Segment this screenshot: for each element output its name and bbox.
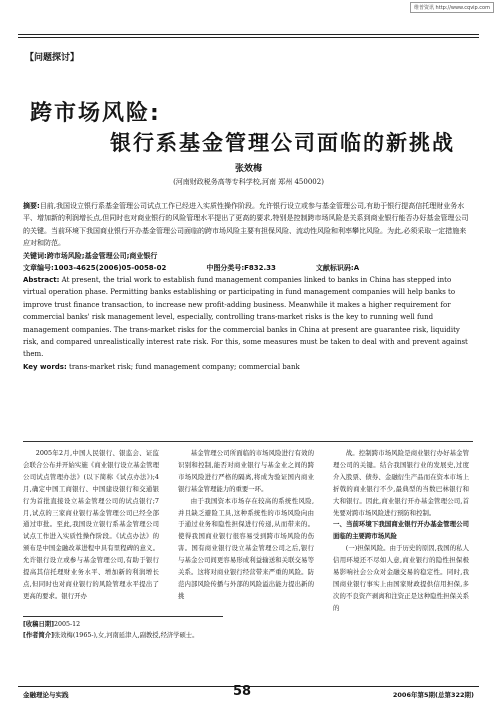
received-label: [收稿日期] bbox=[23, 621, 54, 628]
body-paragraph: 由于我国资本市场存在较高的系统性风险,并且缺乏避险工具,这种系统性的市场风险向由于通过业务和隐性担保进行传递,从而带来的。使得我国商业银行很容易受到跨市场风险的伤害。国有商业银行设立基金管理公司之后,银行与基金公司间更容易形成利益输送和关联交易等关系。这将对商业银行经营带来严重的风险。防范内部风险传播与外部的风险溢出能力提出新的挑 bbox=[178, 496, 314, 600]
abstract-cn-label: 摘要: bbox=[23, 202, 40, 210]
keywords-cn-text: 跨市场风险;基金管理公司;商业银行 bbox=[46, 251, 158, 260]
abstract-en-text: At present, the trial work to establish fund management companies linked to banks in China has stepped into virtual operation phase. Permitting banks establishing or participating in fund management companies will help banks to improve trust finance transaction, to increase new profit-adding business. Meanwhile it makes a higher requirement for commercial banks' risk management level, especially, controlling trans-market risks is the key to running well fund management companies. The trans-market risks for the commercial banks in China at present are guarantee risk, liquidity risk, and compared unrealistically interest rate risk. For this, some measures must be taken to deal with and prevent against them. bbox=[23, 276, 468, 359]
body-paragraph: 2005年2月,中国人民银行、银监会、证监会联合公布并开始实施《商业银行设立基金管理公司试点管理办法》(以下简称《试点办法》);4月,确定中国工商银行、中国建设银行和交通银行为首批直接设立基金管理公司的试点银行;7月,试点的三家商业银行基金管理公司已经全部通过审批。至此,我国设立银行系基金管理公司试点工作进入实质性操作阶段。《试点办法》的颁布是中国金融改革进程中具有里程碑的意义。允许银行设立或参与基金管理公司,有助于银行提高其信托理财业务水平、增加新的利润增长点,但同时也对商业银行的风险管理水平提出了更高的要求。银行开办 bbox=[23, 449, 159, 600]
received-value: 2005-12 bbox=[53, 621, 81, 628]
header-rule bbox=[18, 34, 479, 38]
abstract-en bbox=[23, 274, 473, 361]
body-column-3 bbox=[333, 448, 469, 612]
author-bio-value: 张效梅(1965-),女,河南延津人,副教授,经济学硕士。 bbox=[53, 632, 199, 639]
body-paragraph: 战。控制跨市场风险是商业银行办好基金管理公司的关键。结合我国银行业的发展史,过度介入股票、债券、金融衍生产品而在资本市场上折戟的商业银行不少,最典型的当数巴林银行和大和银行。因此,商业银行开办基金管理公司,首先要对跨市场风险进行预防和控制。 bbox=[333, 449, 469, 517]
received-date bbox=[23, 619, 223, 630]
journal-name: 金融理论与实践 bbox=[23, 691, 69, 699]
author-name: 张效梅 bbox=[234, 164, 262, 174]
footnotes bbox=[23, 616, 223, 641]
keywords-cn-label: 关键词: bbox=[23, 251, 47, 260]
keywords-en bbox=[23, 361, 473, 373]
section-heading: 一、当前环境下我国商业银行开办基金管理公司面临的主要跨市场风险 bbox=[333, 520, 469, 541]
keywords-en-label: Key words: bbox=[23, 362, 67, 371]
keywords-en-text: trans-market risk; fund management company; commercial bank bbox=[69, 362, 300, 371]
body-paragraph: 基金管理公司所面临的市场风险进行有效的识别和控制,能否对商业银行与基金业之间的跨市场风险进行严格的隔离,将成为验证国内商业银行基金管理能力的重要一环。 bbox=[178, 449, 314, 493]
article-meta bbox=[23, 262, 473, 274]
abstract-block bbox=[23, 200, 473, 373]
keywords-cn bbox=[23, 250, 473, 262]
page-number: 58 bbox=[233, 684, 252, 699]
abstract-cn-text: 目前,我国设立银行系基金管理公司试点工作已经进入实质性操作阶段。允许银行设立或参与基金管理公司,有助于银行提高信托理财业务水平、增加新的利润增长点,但同时也对商业银行的风险管理水平提出了更高的要求,特别是控制跨市场风险是关系到商业银行能否办好基金管理公司的关键。当前环境下我国商业银行开办基金管理公司面临的跨市场风险主要有担保风险、流动性风险和利率攀比风险。为此,必须采取一定措施来应对和防范。 bbox=[23, 202, 469, 248]
body-paragraph: (一)担保风险。由于历史的原因,我国的私人信用环境还不尽如人意,商业银行的隐性担保极易影响社会公众对金融交易的稳定性。同时,我国商业银行事实上由国家财政提供信用担保,多次的不良资产剥离和注资正是这种隐性担保关系的 bbox=[333, 544, 469, 612]
article-title-line2: 银行系基金管理公司面临的新挑战 bbox=[110, 131, 455, 155]
issue-info: 2006年第5期(总第322期) bbox=[392, 691, 474, 699]
article-title-line1: 跨市场风险: bbox=[30, 101, 161, 126]
clc-number: 中图分类号:F832.33 bbox=[206, 264, 276, 273]
watermark-stamp: 维普资讯 http://www.cqvip.com bbox=[410, 2, 494, 13]
abstract-en-label: Abstract: bbox=[23, 276, 60, 285]
author-bio bbox=[23, 630, 223, 641]
footnote-rule bbox=[23, 616, 223, 617]
section-tag: 【问题探讨】 bbox=[25, 53, 80, 63]
abstract-divider bbox=[23, 441, 473, 442]
abstract-cn bbox=[23, 200, 473, 250]
body-column-1 bbox=[23, 448, 159, 606]
document-code: 文献标识码:A bbox=[315, 264, 360, 273]
article-number: 文章编号:1003-4625(2006)05-0058-02 bbox=[23, 264, 167, 273]
author-bio-label: [作者简介] bbox=[23, 632, 54, 639]
body-column-2 bbox=[178, 448, 314, 606]
author-affiliation: (河南财政税务高等专科学校,河南 郑州 450002) bbox=[173, 178, 324, 186]
